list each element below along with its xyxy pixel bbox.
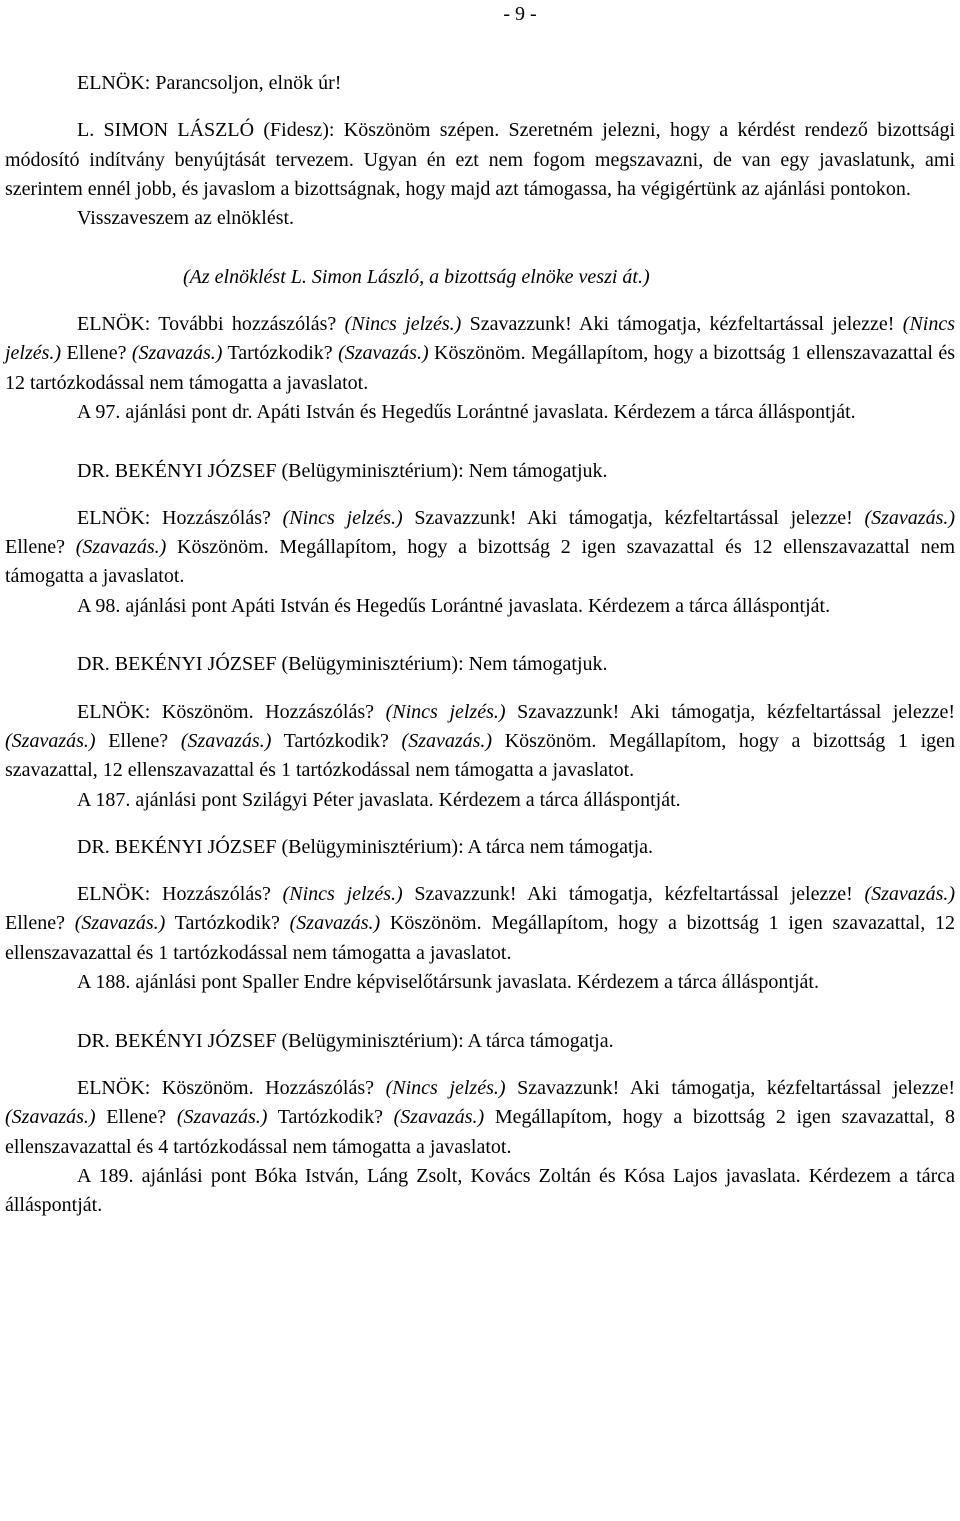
- stage-direction: (Szavazás.): [401, 729, 493, 752]
- paragraph: ELNÖK: Parancsoljon, elnök úr!: [77, 72, 342, 94]
- speech-text: Ellene?: [5, 912, 75, 935]
- speech-text: ELNÖK: Hozzászólás?: [77, 506, 283, 529]
- paragraph: (Az elnöklést L. Simon László, a bizottság elnöke veszi át.): [183, 265, 650, 288]
- speech-text: ELNÖK: Köszönöm. Hozzászólás?: [77, 700, 386, 723]
- paragraph: DR. BEKÉNYI JÓZSEF (Belügyminisztérium): A tárca támogatja.: [77, 1029, 614, 1052]
- speech-text: Ellene?: [95, 1106, 177, 1129]
- paragraph: [5, 504, 955, 592]
- paragraph: A 97. ajánlási pont dr. Apáti István és Hegedűs Lorántné javaslata. Kérdezem a tárca álláspontját.: [77, 400, 856, 423]
- stage-direction: (Szavazás.): [75, 536, 167, 559]
- speech-text: ELNÖK: Köszönöm. Hozzászólás?: [77, 1076, 386, 1099]
- paragraph: [5, 310, 955, 398]
- stage-direction: (Szavazás.): [131, 342, 223, 365]
- paragraph: [5, 880, 955, 968]
- stage-direction: (Szavazás.): [864, 883, 956, 906]
- stage-direction: (Szavazás.): [180, 729, 272, 752]
- speech-text: Tartózkodik?: [271, 729, 402, 752]
- stage-direction: (Szavazás.): [176, 1106, 268, 1129]
- paragraph: A 187. ajánlási pont Szilágyi Péter javaslata. Kérdezem a tárca álláspontját.: [77, 788, 681, 811]
- speech-text: Szavazzunk! Aki támogatja, kézfeltartással jelezze!: [461, 313, 903, 336]
- speech-text: ELNÖK: Hozzászólás?: [77, 883, 283, 906]
- speech-text: Ellene?: [95, 729, 181, 752]
- speech-text: Szavazzunk! Aki támogatja, kézfeltartással jelezze!: [505, 1076, 956, 1099]
- paragraph: [5, 698, 955, 786]
- speech-text: Szavazzunk! Aki támogatja, kézfeltartással jelezze!: [402, 506, 865, 529]
- speech-text: Köszönöm. Megállapítom, hogy a bizottság 1 igen szavazattal, 12 ellenszavazattal és 1 tartózkodással nem támogatta a javaslatot.: [5, 729, 955, 782]
- speech-text: Tartózkodik?: [267, 1106, 394, 1129]
- page-number: - 9 -: [503, 3, 537, 25]
- stage-direction: (Szavazás.): [289, 912, 381, 935]
- speech-text: Szavazzunk! Aki támogatja, kézfeltartással jelezze!: [505, 700, 956, 723]
- stage-direction: (Szavazás.): [5, 1106, 96, 1129]
- paragraph: A 189. ajánlási pont Bóka István, Láng Zsolt, Kovács Zoltán és Kósa Lajos javaslata. Kérdezem a tárca álláspontját.: [5, 1164, 955, 1217]
- paragraph: DR. BEKÉNYI JÓZSEF (Belügyminisztérium): A tárca nem támogatja.: [77, 835, 654, 858]
- stage-direction: (Szavazás.): [864, 506, 956, 529]
- speech-text: Tartózkodik?: [165, 912, 290, 935]
- stage-direction: (Szavazás.): [5, 729, 96, 752]
- paragraph: [5, 116, 955, 204]
- paragraph: [5, 1074, 955, 1162]
- speech-text: L. SIMON LÁSZLÓ (Fidesz): Köszönöm szépen. Szeretném jelezni, hogy a kérdést rendező bizottsági módosító indítvány benyújtását tervezem. Ugyan én ezt nem fogom megszavazni, de van egy javaslatunk, ami szerintem ennél jobb, és javaslom a bizottságnak, hogy majd azt támogassa, ha végigértünk az ajánlási pontokon.: [5, 119, 955, 200]
- speech-text: Köszönöm. Megállapítom, hogy a bizottság 1 igen szavazattal, 12 ellenszavazattal és 1 tartózkodással nem támogatta a javaslatot.: [5, 912, 955, 964]
- stage-direction: (Nincs jelzés.): [282, 883, 403, 906]
- speech-text: Köszönöm. Megállapítom, hogy a bizottság 2 igen szavazattal és 12 ellenszavazattal nem támogatta a javaslatot.: [5, 536, 956, 588]
- stage-direction: (Szavazás.): [74, 912, 166, 935]
- stage-direction: (Nincs jelzés.): [282, 506, 403, 529]
- stage-direction: (Nincs jelzés.): [385, 1076, 506, 1099]
- stage-direction: (Nincs jelzés.): [344, 313, 462, 336]
- speech-text: Megállapítom, hogy a bizottság 2 igen szavazattal, 8 ellenszavazattal és 4 tartózkodással nem támogatta a javaslatot.: [5, 1106, 955, 1158]
- stage-direction: (Szavazás.): [393, 1106, 485, 1129]
- speech-text: Tartózkodik?: [222, 342, 339, 365]
- paragraph: A 98. ajánlási pont Apáti István és Hegedűs Lorántné javaslata. Kérdezem a tárca álláspontját.: [77, 594, 831, 617]
- speech-text: Ellene?: [5, 536, 76, 559]
- paragraph: A 188. ajánlási pont Spaller Endre képviselőtársunk javaslata. Kérdezem a tárca álláspontját.: [77, 971, 819, 994]
- stage-direction: (Nincs jelzés.): [5, 313, 955, 365]
- paragraph: DR. BEKÉNYI JÓZSEF (Belügyminisztérium): Nem támogatjuk.: [77, 653, 608, 676]
- speech-text: ELNÖK: További hozzászólás?: [77, 313, 345, 336]
- speech-text: Szavazzunk! Aki támogatja, kézfeltartással jelezze!: [402, 883, 865, 906]
- speech-text: Köszönöm. Megállapítom, hogy a bizottság 1 ellenszavazattal és 12 tartózkodással nem támogatta a javaslatot.: [5, 342, 955, 394]
- paragraph: DR. BEKÉNYI JÓZSEF (Belügyminisztérium): Nem támogatjuk.: [77, 459, 608, 482]
- stage-direction: (Szavazás.): [338, 342, 429, 365]
- speech-text: Ellene?: [61, 342, 132, 365]
- stage-direction: (Nincs jelzés.): [385, 700, 506, 723]
- paragraph: Visszaveszem az elnöklést.: [77, 207, 295, 230]
